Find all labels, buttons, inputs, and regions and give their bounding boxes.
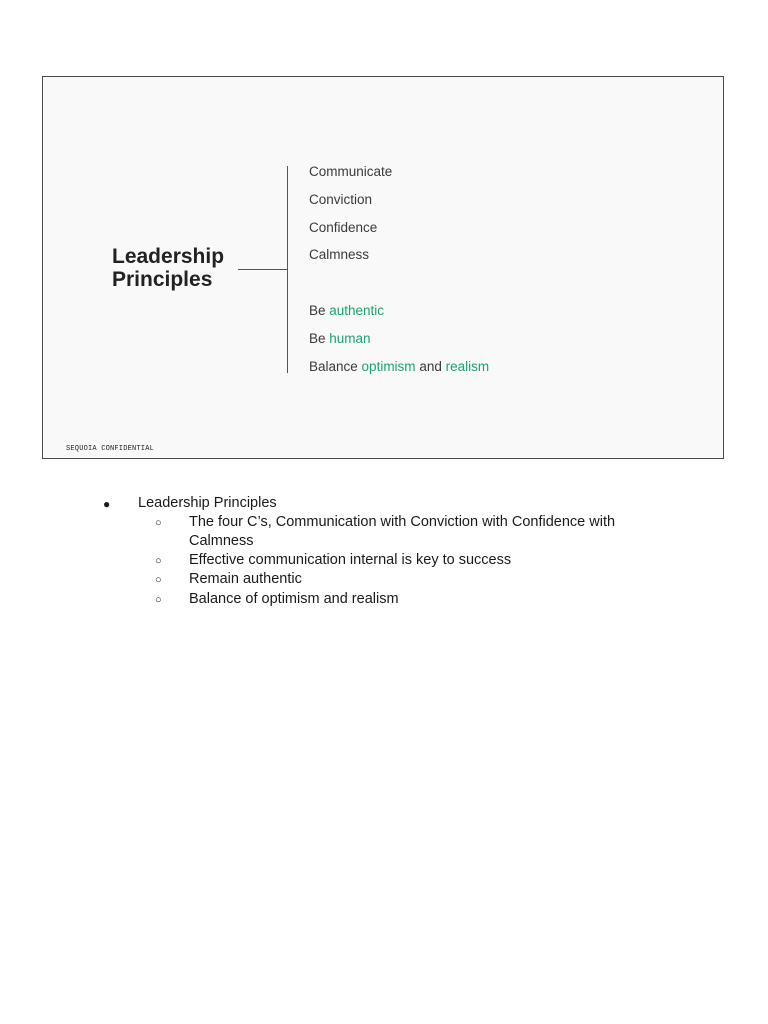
sub-bullet-icon: ○ xyxy=(155,517,162,529)
slide-panel xyxy=(42,76,724,459)
be-authentic-highlight: authentic xyxy=(329,303,385,318)
item-confidence: Confidence xyxy=(309,220,378,235)
slide-title-line-2: Principles xyxy=(112,268,213,291)
item-balance xyxy=(309,359,489,375)
slide-title xyxy=(112,245,224,291)
be-human-prefix: Be xyxy=(309,331,330,346)
notes-item-four-cs-cont: Calmness xyxy=(189,533,254,549)
be-human-highlight: human xyxy=(329,331,371,346)
balance-middle: and xyxy=(415,359,446,374)
item-communicate: Communicate xyxy=(309,164,393,179)
connector-line xyxy=(238,269,287,270)
slide-title-line-1: Leadership xyxy=(112,245,225,268)
notes-heading: Leadership Principles xyxy=(138,495,277,511)
notes-item-balance: Balance of optimism and realism xyxy=(189,591,399,607)
confidential-label: SEQUOIA CONFIDENTIAL xyxy=(66,445,155,453)
notes-item-four-cs: The four C’s, Communication with Conviction with Confidence with xyxy=(189,514,616,530)
sub-bullet-icon: ○ xyxy=(155,594,162,606)
item-be-human xyxy=(309,331,371,347)
notes-item-communication: Effective communication internal is key to success xyxy=(189,552,512,568)
bracket-line xyxy=(287,166,288,373)
balance-highlight-realism: realism xyxy=(445,359,490,374)
bullet-icon: ● xyxy=(103,497,111,511)
item-calmness: Calmness xyxy=(309,247,370,262)
sub-bullet-icon: ○ xyxy=(155,555,162,567)
balance-highlight-optimism: optimism xyxy=(361,359,416,374)
item-conviction: Conviction xyxy=(309,192,373,207)
balance-prefix: Balance xyxy=(309,359,362,374)
notes-item-authentic: Remain authentic xyxy=(189,571,302,587)
item-be-authentic xyxy=(309,303,384,319)
be-authentic-prefix: Be xyxy=(309,303,330,318)
sub-bullet-icon: ○ xyxy=(155,574,162,586)
